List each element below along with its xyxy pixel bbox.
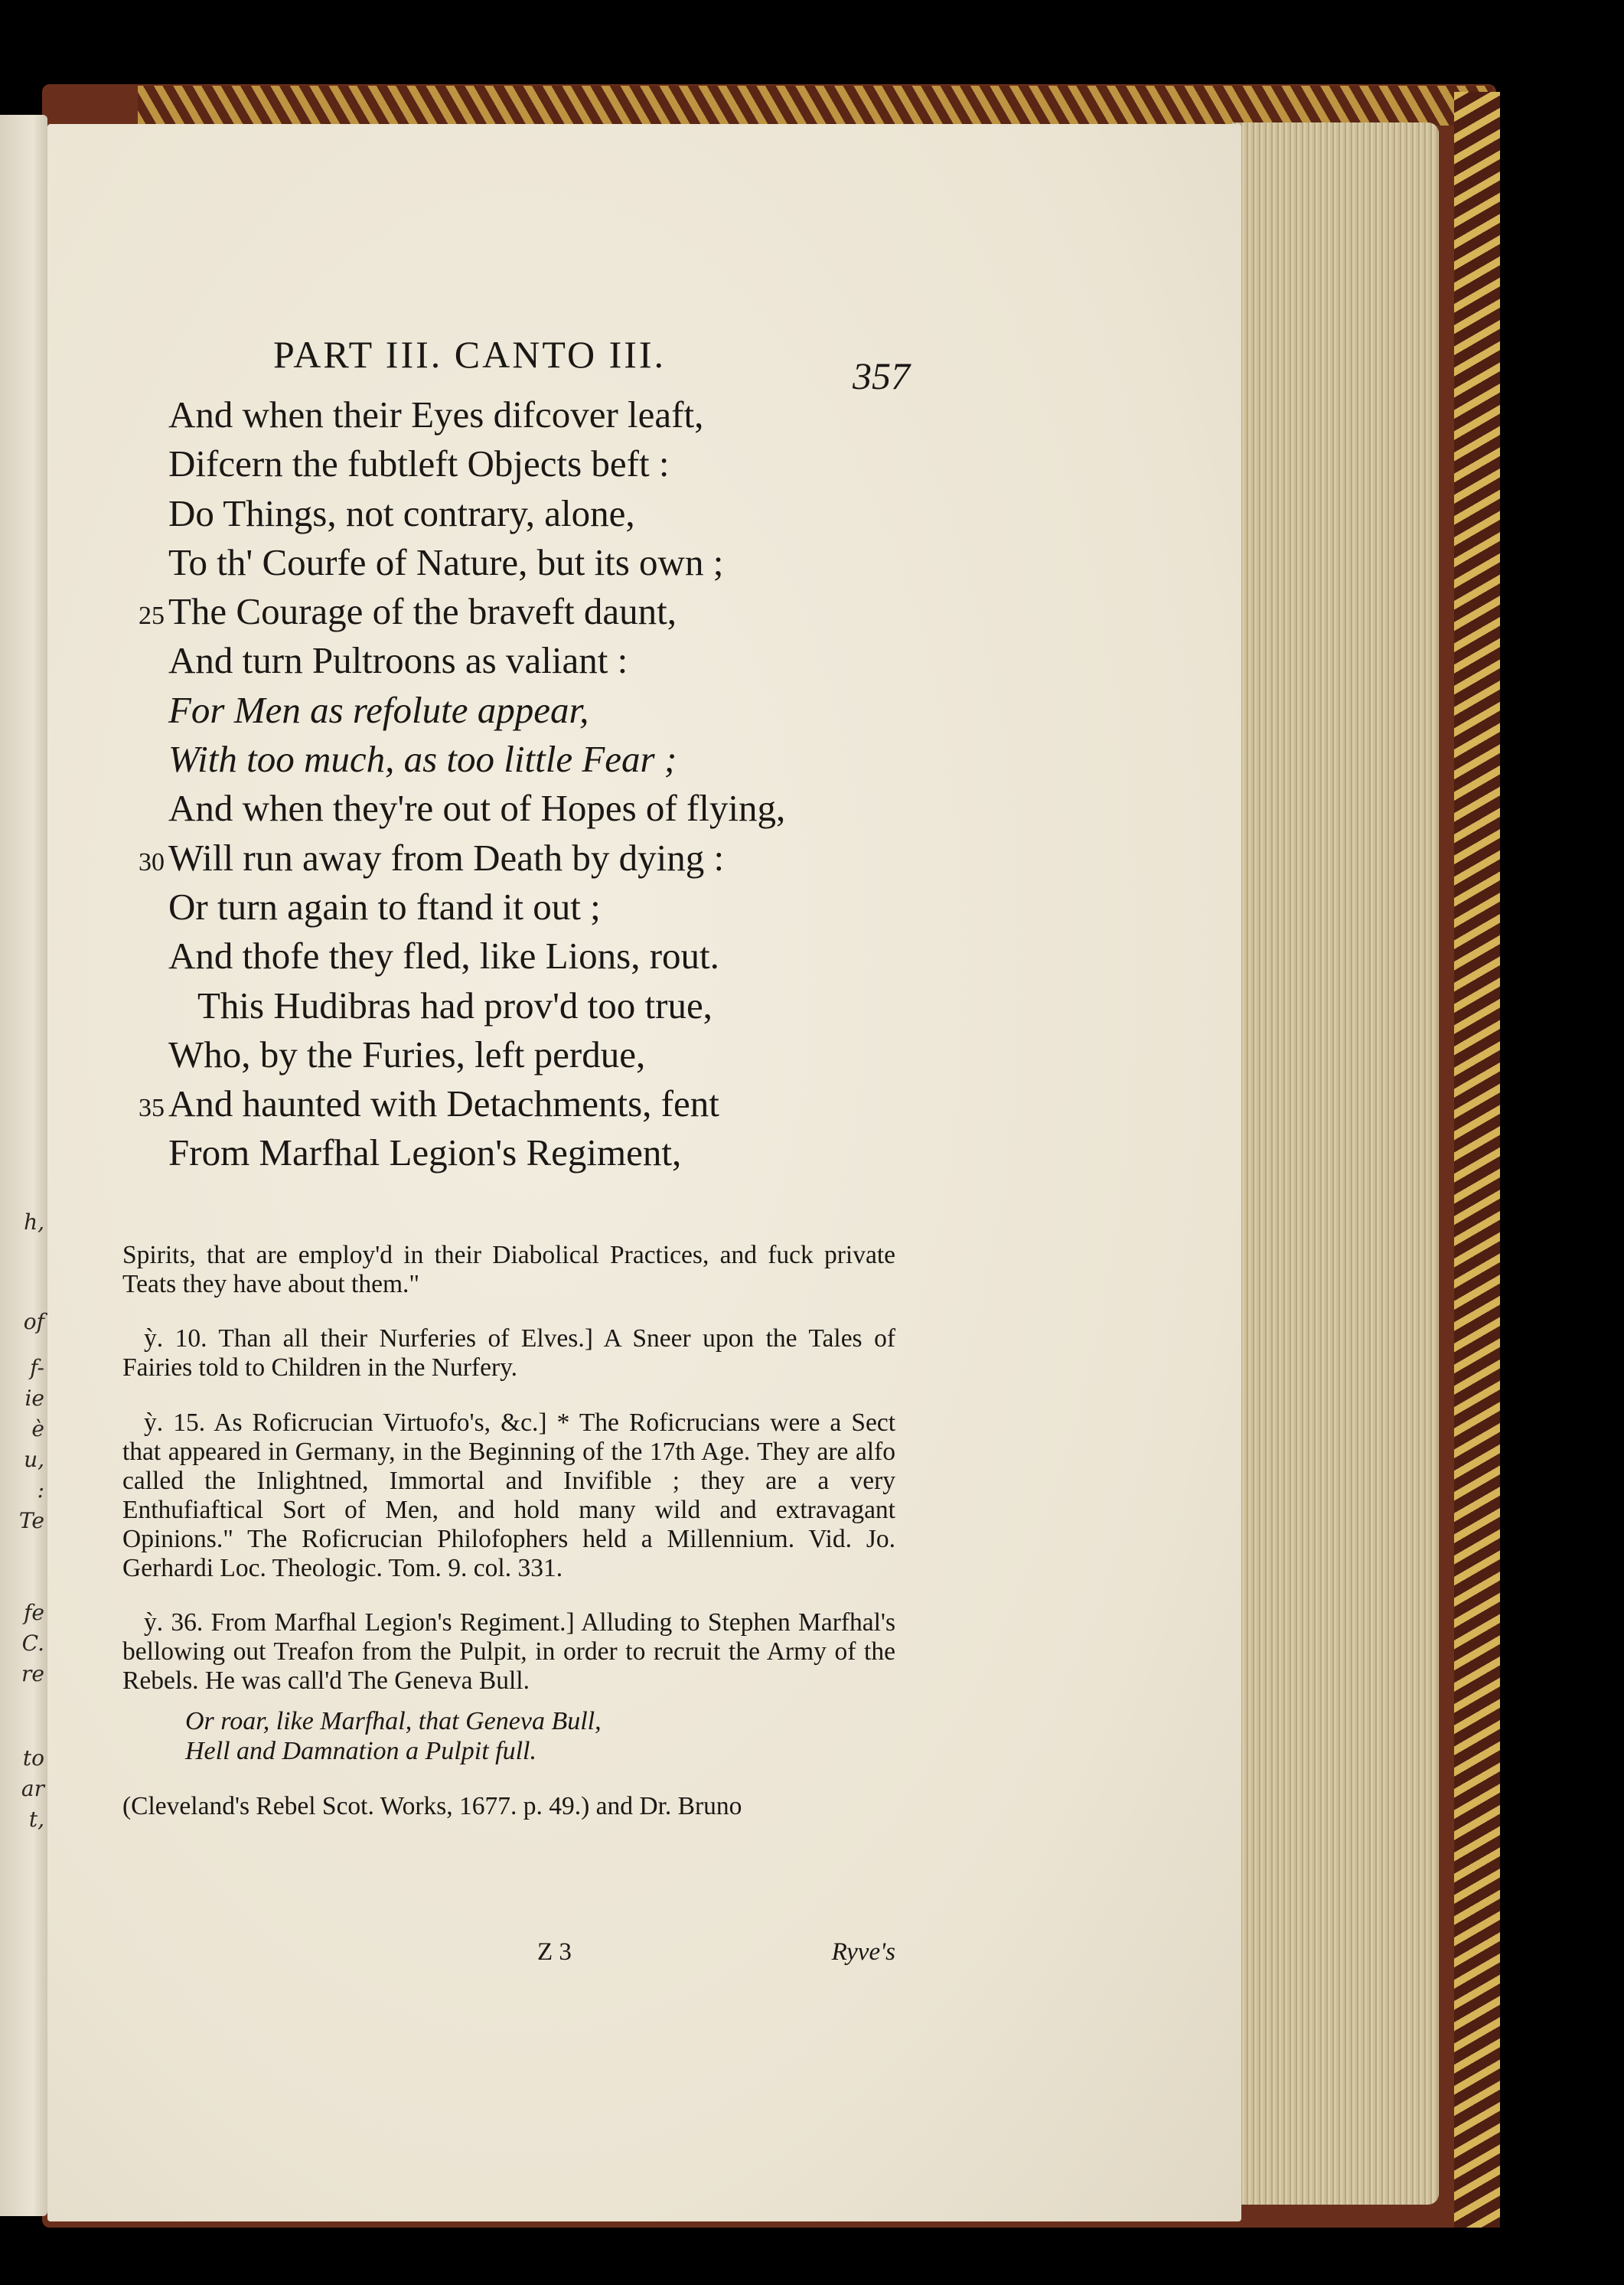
left-page-edge xyxy=(0,115,47,2216)
left-fragment: f- xyxy=(30,1355,44,1380)
footnote: ỳ. 10. Than all their Nurferies of Elves.] A Sneer upon the Tales of Fairies told to Children in the Nurfery. xyxy=(122,1324,895,1382)
book-page xyxy=(47,124,1241,2221)
catchword: Ryve's xyxy=(831,1938,895,1966)
gilt-tooling-right xyxy=(1454,92,1500,2228)
verse-line: Difcern the fubtleft Objects beft : xyxy=(168,442,670,485)
footnote: Spirits, that are employ'd in their Diabolical Practices, and fuck private Teats they have about them." xyxy=(122,1240,895,1298)
left-fragment: u, xyxy=(24,1447,44,1472)
gilt-tooling-top xyxy=(138,86,1492,126)
verse-line: 30 Will run away from Death by dying : xyxy=(168,834,1010,883)
verse-line: Or turn again to ftand it out ; xyxy=(168,885,601,928)
verse-line: And when their Eyes difcover leaft, xyxy=(168,393,704,436)
left-fragment: ar xyxy=(21,1776,44,1801)
running-head: PART III. CANTO III. xyxy=(273,333,667,376)
verse-line: To th' Courfe of Nature, but its own ; xyxy=(168,540,724,583)
quote-line: Or roar, like Marfhal, that Geneva Bull, xyxy=(185,1707,602,1735)
line-number: 30 xyxy=(139,847,165,876)
left-fragment: t, xyxy=(28,1807,44,1832)
left-fragment: Te xyxy=(18,1508,44,1533)
page-block-fore-edge xyxy=(1232,122,1439,2205)
verse-line: 35 And haunted with Detachments, fent xyxy=(168,1079,1010,1128)
footnote: ỳ. 15. As Roficrucian Virtuofo's, &c.] * The Roficrucians were a Sect that appeared in Germany, in the Beginning of the 17th Age. They are alfo called the Inlightned, Immortal and Invifible ; they are a very Enthufiaftical Sort of Men, and hold many wild and extravagant Opinions." The Roficrucian Philofophers held a Millennium. Vid. Jo. Gerhardi Loc. Theologic. Tom. 9. col. 331. xyxy=(122,1408,895,1582)
verse-line: From Marfhal Legion's Regiment, xyxy=(168,1131,682,1174)
verse-line: Who, by the Furies, left perdue, xyxy=(168,1033,646,1076)
left-fragment: to xyxy=(22,1745,44,1771)
verse-line: With too much, as too little Fear ; xyxy=(168,738,677,781)
line-number: 25 xyxy=(139,602,165,631)
left-fragment: fe xyxy=(24,1600,44,1625)
verse-line: And turn Pultroons as valiant : xyxy=(168,639,628,682)
quote-line: Hell and Damnation a Pulpit full. xyxy=(185,1737,536,1765)
signature-mark: Z 3 xyxy=(537,1938,572,1966)
left-fragment: C. xyxy=(21,1631,44,1656)
verse-line: And when they're out of Hopes of flying, xyxy=(168,787,786,830)
left-fragment: : xyxy=(37,1477,44,1503)
left-fragment: h, xyxy=(24,1209,44,1235)
verse-block xyxy=(139,390,1010,1178)
left-fragment: of xyxy=(23,1309,44,1334)
verse-line: 25 The Courage of the braveft daunt, xyxy=(168,587,1010,636)
quoted-couplet xyxy=(122,1706,895,1766)
footnotes xyxy=(122,1215,895,1821)
verse-line: For Men as refolute appear, xyxy=(168,688,589,731)
left-fragment: è xyxy=(31,1416,44,1441)
line-number: 35 xyxy=(139,1094,165,1123)
citation: (Cleveland's Rebel Scot. Works, 1677. p. 49.) and Dr. Bruno xyxy=(122,1791,742,1820)
left-fragment: re xyxy=(21,1661,44,1686)
footnote: ỳ. 36. From Marfhal Legion's Regiment.] Alluding to Stephen Marfhal's bellowing out Treafon from the Pulpit, in order to recruit the Army of the Rebels. He was call'd The Geneva Bull. xyxy=(122,1608,895,1695)
verse-line: This Hudibras had prov'd too true, xyxy=(197,984,713,1027)
left-fragment: ie xyxy=(24,1386,44,1411)
verse-line: Do Things, not contrary, alone, xyxy=(168,491,635,534)
verse-line: And thofe they fled, like Lions, rout. xyxy=(168,935,719,978)
page-number: 357 xyxy=(853,354,910,397)
